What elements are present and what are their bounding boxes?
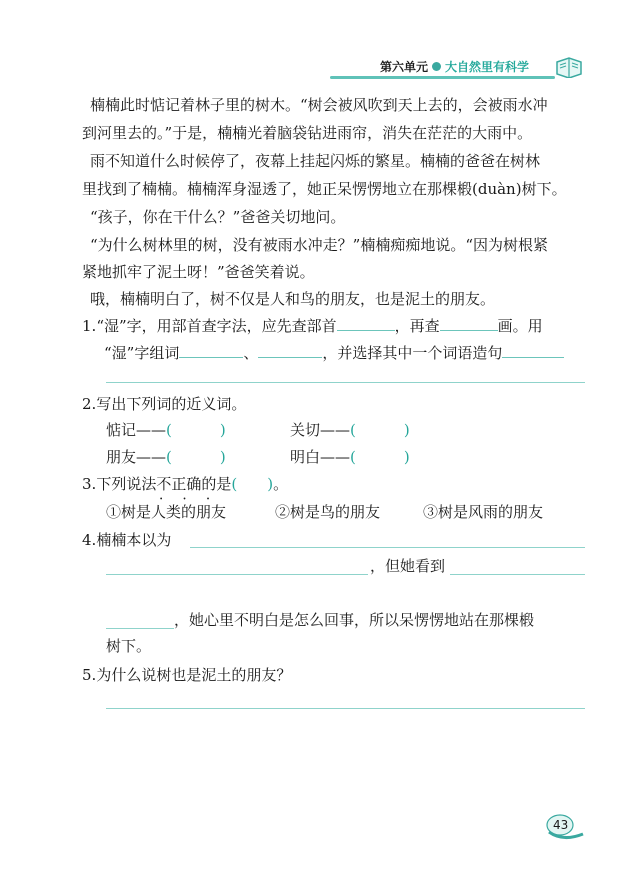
q2-paren-open: ( (166, 448, 172, 466)
q3-option-1: ①树是人类的朋友 (106, 503, 227, 521)
q1-word-blank-2[interactable] (258, 343, 322, 358)
q5-prompt: 为什么说树也是泥土的朋友？ (96, 666, 292, 684)
q1-word-blank-1[interactable] (179, 343, 243, 358)
q4-answer-line-2[interactable] (106, 574, 368, 575)
q2-number: 2. (82, 395, 97, 413)
q3-option-2: ②树是鸟的朋友 (275, 503, 381, 521)
q2-item-4 (290, 447, 410, 467)
q1-sentence-blank[interactable] (502, 343, 564, 358)
q1-radical-blank[interactable] (337, 316, 395, 331)
question-5 (82, 665, 291, 685)
q1-strokes-blank[interactable] (440, 316, 498, 331)
question-2 (82, 394, 246, 414)
q4-end-text-2: 树下。 (106, 637, 152, 655)
q2-paren-close: ) (219, 448, 226, 466)
q2-paren-open: ( (350, 448, 356, 466)
q4-end-text: ，她心里不明白是怎么回事，所以呆愣愣地站在那棵椴 (174, 611, 535, 629)
bullet-dot-icon (432, 62, 441, 71)
passage-line-5: “孩子，你在干什么？”爸爸关切地问。 (90, 208, 346, 226)
q2-prompt: 写出下列词的近义词。 (96, 395, 247, 413)
header-text (380, 58, 529, 75)
q3-number: 3. (82, 475, 97, 493)
q4-prompt: 楠楠本以为 (96, 531, 172, 549)
page-number: 43 (553, 818, 569, 832)
unit-theme: 大自然里有科学 (445, 60, 530, 74)
q2-paren-open: ( (166, 421, 172, 439)
q5-number: 5. (82, 666, 97, 684)
q2-paren-close: ) (219, 421, 226, 439)
q2-word-1: 惦记—— (106, 421, 167, 439)
q1-number: 1. (82, 317, 97, 335)
q1-text-2: ，再查 (394, 317, 440, 335)
page-header (330, 58, 580, 78)
q2-item-3 (106, 447, 226, 467)
q2-word-3: 朋友—— (106, 448, 167, 466)
q3-period: 。 (273, 475, 289, 493)
question-1 (82, 316, 543, 336)
passage-line-2: 到河里去的。”于是，楠楠光着脑袋钻进雨帘，消失在茫茫的大雨中。 (82, 124, 533, 142)
q3-prompt: 下列说法 (96, 475, 157, 493)
q1-text: “湿”字，用部首查字法，应先查部首 (96, 317, 337, 335)
page-number-badge (545, 812, 585, 842)
passage-line-4: 里找到了楠楠。楠楠浑身湿透了，她正呆愣愣地立在那棵椴(duàn)树下。 (82, 180, 567, 198)
q1-text-3: 画。用 (497, 317, 543, 335)
q4-answer-line-4[interactable] (106, 628, 174, 629)
q2-paren-open: ( (350, 421, 356, 439)
question-1-line-2 (104, 343, 564, 363)
passage-line-3: 雨不知道什么时候停了，夜幕上挂起闪烁的繁星。楠楠的爸爸在树林 (90, 152, 541, 170)
passage-line-1: 楠楠此时惦记着林子里的树木。“树会被风吹到天上去的，会被雨水冲 (90, 96, 548, 114)
q4-answer-line-1[interactable] (190, 547, 585, 548)
q3-emphasis: 不正确 • • • (156, 475, 201, 493)
q1-separator: 、 (243, 344, 259, 362)
q2-paren-close: ) (403, 448, 410, 466)
q4-answer-line-3[interactable] (450, 574, 585, 575)
q2-item-2 (290, 420, 410, 440)
q2-word-2: 关切—— (290, 421, 351, 439)
q3-prompt-end: 的是 (201, 475, 232, 493)
question-4 (82, 530, 171, 550)
passage-line-7: 紧地抓牢了泥土呀！”爸爸笑着说。 (82, 263, 315, 281)
q2-paren-close: ) (403, 421, 410, 439)
q2-word-4: 明白—— (290, 448, 351, 466)
q3-option-3: ③树是风雨的朋友 (423, 503, 544, 521)
question-3 (82, 474, 288, 494)
unit-label: 第六单元 (380, 60, 429, 74)
book-icon (555, 54, 583, 78)
q3-answer-paren[interactable]: ( ) (231, 475, 274, 493)
q4-number: 4. (82, 531, 97, 549)
q1-answer-line[interactable] (106, 382, 585, 383)
q4-mid-text: ，但她看到 (370, 557, 446, 575)
q5-answer-line[interactable] (106, 708, 585, 709)
q2-item-1 (106, 420, 226, 440)
q1-compose-label: “湿”字组词 (104, 344, 180, 362)
passage-line-6: “为什么树林里的树，没有被雨水冲走？”楠楠痴痴地说。“因为树根紧 (90, 236, 549, 254)
passage-line-8: 哦，楠楠明白了，树不仅是人和鸟的朋友，也是泥土的朋友。 (90, 290, 496, 308)
header-rule (330, 76, 555, 79)
q1-sentence-label: ，并选择其中一个词语造句 (322, 344, 503, 362)
